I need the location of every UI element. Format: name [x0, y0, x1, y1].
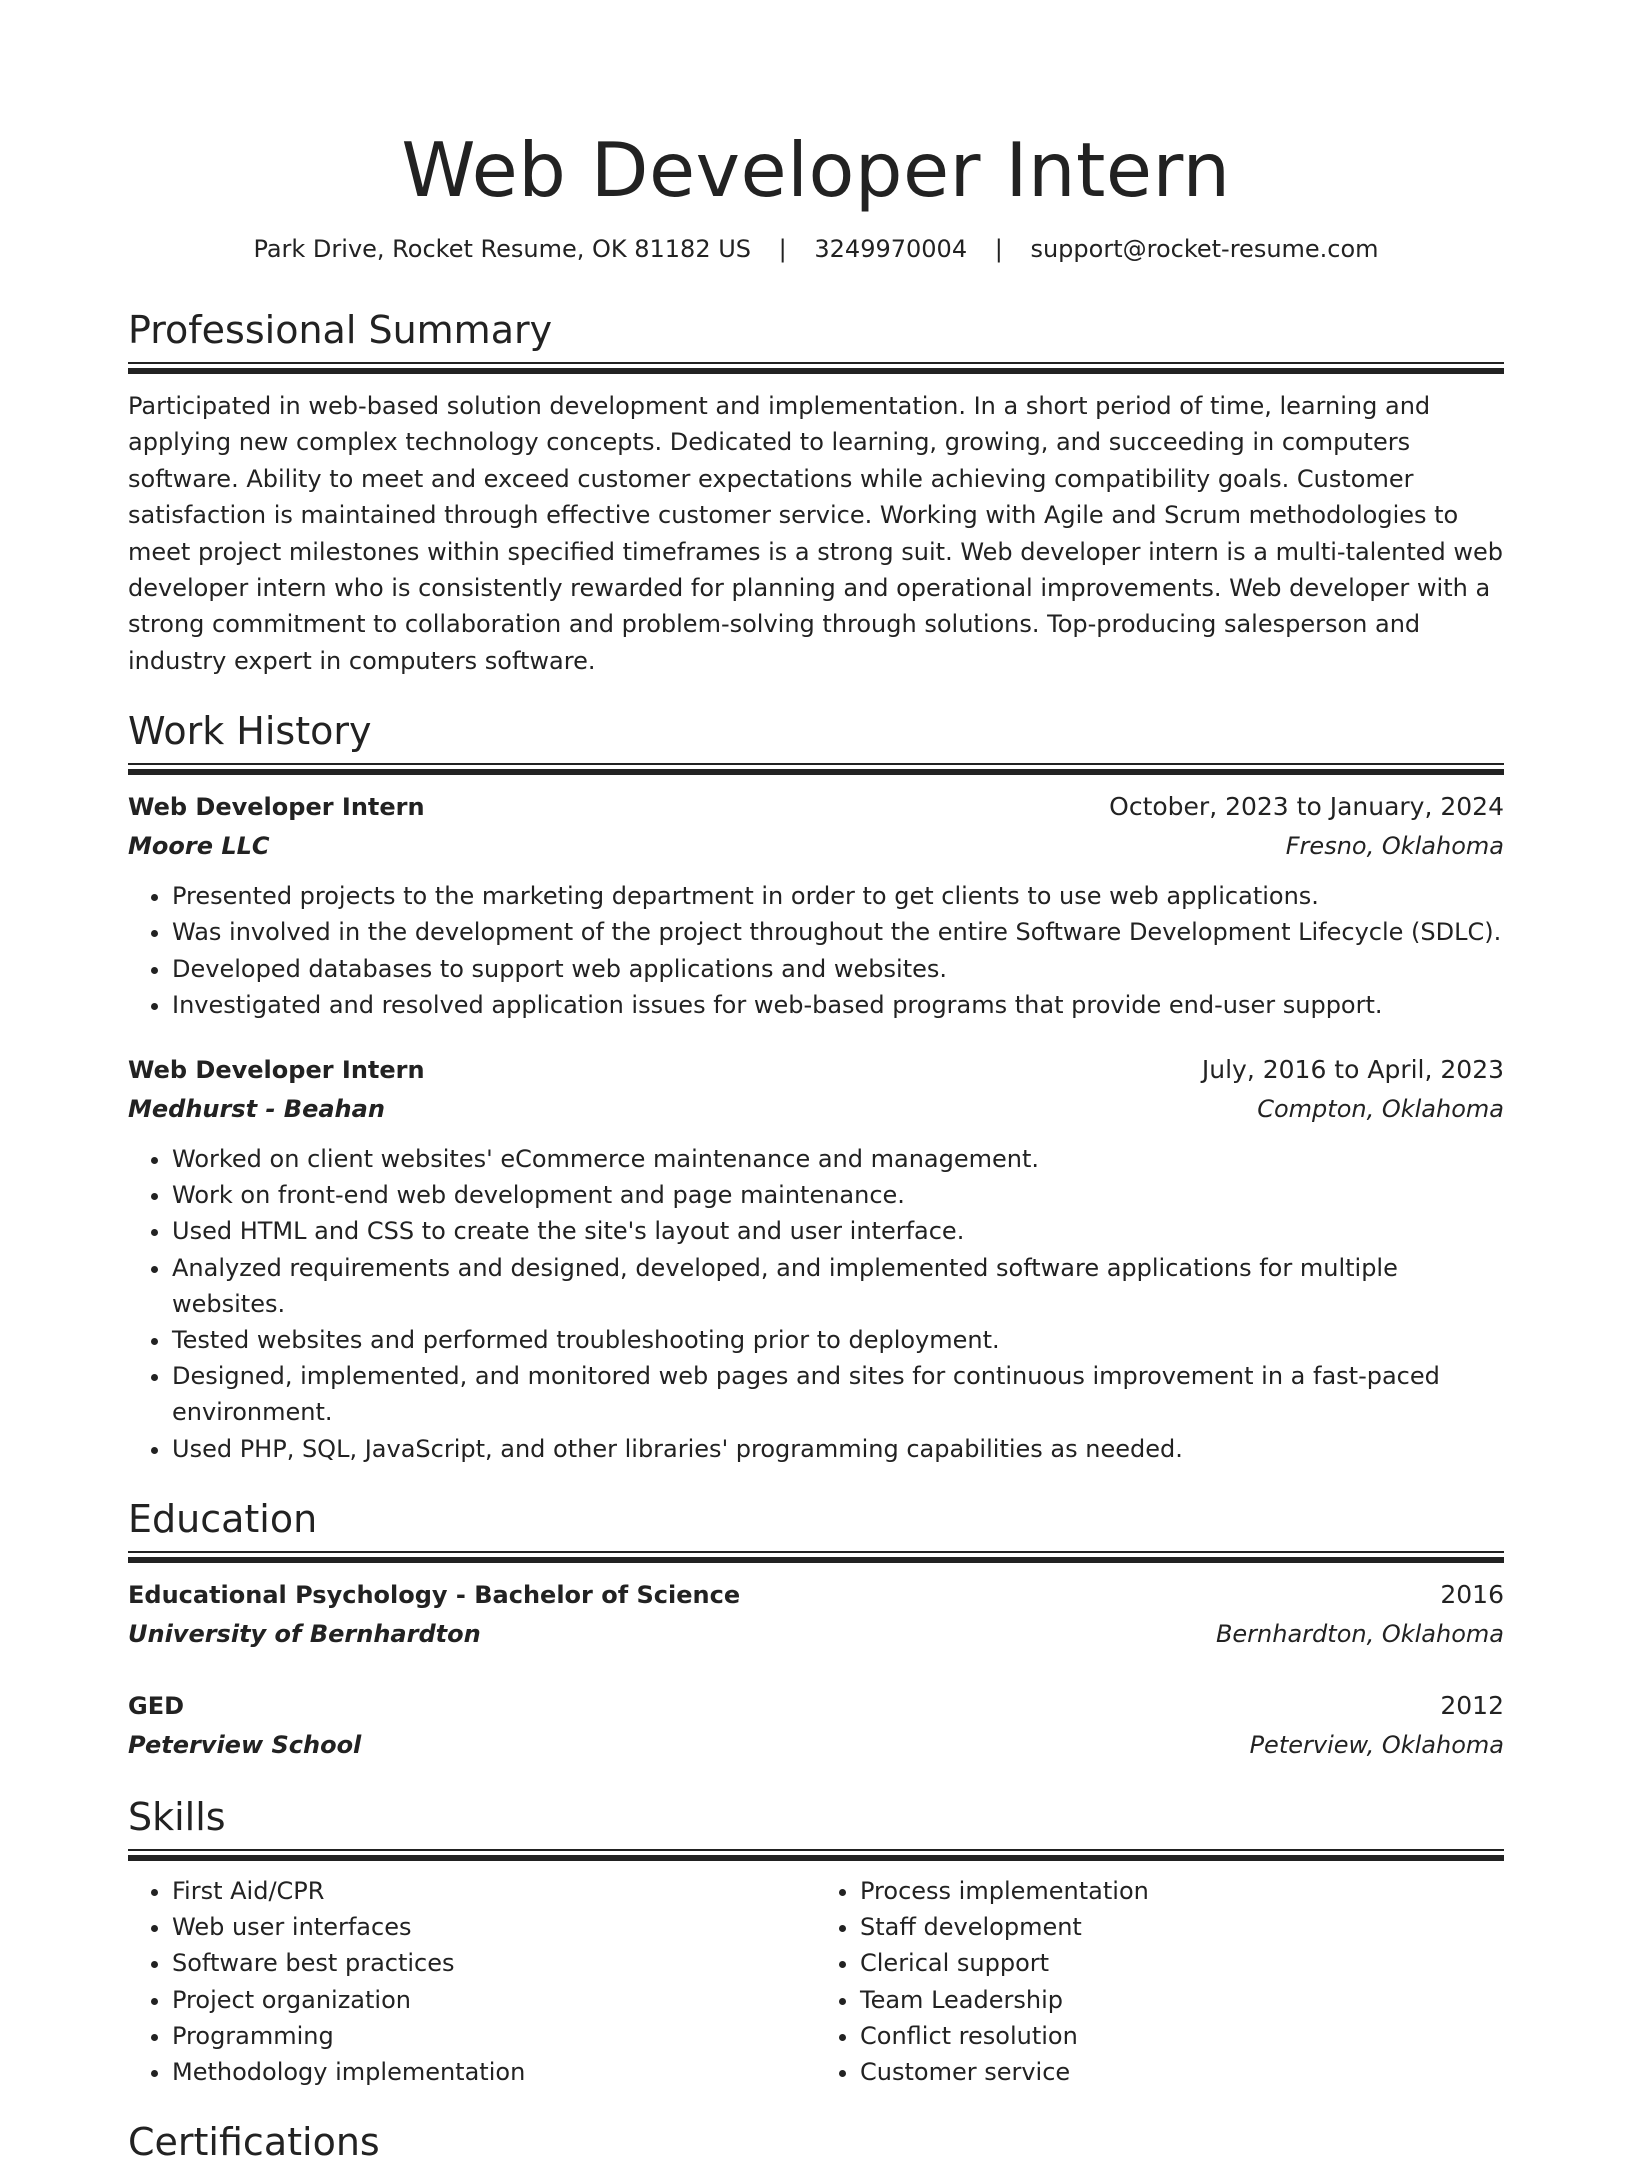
certifications-section: [128, 2118, 1504, 2166]
job-bullet: • Tested websites and performed troubleshooting prior to deployment.: [172, 1322, 1504, 1358]
job-location: Fresno, Oklahoma: [1285, 832, 1504, 861]
section-divider: [128, 362, 1504, 376]
contact-email: support@rocket-resume.com: [1030, 235, 1379, 263]
education-location: Bernhardton, Oklahoma: [1215, 1619, 1504, 1648]
education-header-row: [128, 1575, 1504, 1615]
skills-grid: [128, 1873, 1504, 2090]
skill-item: • Methodology implementation: [172, 2054, 816, 2090]
contact-line: [128, 233, 1504, 265]
job-company: Medhurst - Beahan: [128, 1095, 385, 1124]
education-school: Peterview School: [128, 1730, 362, 1759]
job-bullets: [128, 878, 1504, 1023]
job-bullet: • Used PHP, SQL, JavaScript, and other libraries' programming capabilities as needed.: [172, 1431, 1504, 1467]
job-bullet: • Used HTML and CSS to create the site's layout and user interface.: [172, 1213, 1504, 1249]
job-company-row: [128, 1090, 1504, 1129]
skills-column-right: [816, 1873, 1504, 2090]
education-year: 2012: [1440, 1690, 1504, 1720]
contact-separator: |: [994, 235, 1003, 263]
skill-item: • Staff development: [860, 1909, 1504, 1945]
work-history-section: [128, 707, 1504, 1467]
job-header-row: [128, 787, 1504, 827]
job-bullet: • Developed databases to support web applications and websites.: [172, 951, 1504, 987]
education-location: Peterview, Oklahoma: [1249, 1730, 1504, 1759]
summary-heading: Professional Summary: [128, 308, 553, 352]
education-school: University of Bernhardton: [128, 1619, 481, 1648]
summary-text: Participated in web-based solution development and implementation. In a short period of time, learning and applying new complex technology concepts. Dedicated to learning, growing, and succeeding in computers software. Ability to meet and exceed customer expectations while achieving compatibility goals. Customer satisfaction is maintained through effective customer service. Working with Agile and Scrum methodologies to meet project milestones within specified timeframes is a strong suit. Web developer intern is a multi-talented web developer intern who is consistently rewarded for planning and operational improvements. Web developer with a strong commitment to collaboration and problem-solving through solutions. Top-producing salesperson and industry expert in computers software.: [128, 392, 1503, 675]
section-divider: [128, 763, 1504, 777]
summary-section: [128, 306, 1504, 679]
job-dates: October, 2023 to January, 2024: [1109, 792, 1504, 822]
contact-phone: 3249970004: [814, 235, 968, 263]
job-bullet: • Work on front-end web development and page maintenance.: [172, 1177, 1504, 1213]
skill-item: • Conflict resolution: [860, 2018, 1504, 2054]
skill-item: • First Aid/CPR: [172, 1873, 816, 1909]
resume-title: Web Developer Intern: [401, 126, 1231, 214]
skill-item: • Process implementation: [860, 1873, 1504, 1909]
job-company: Moore LLC: [128, 832, 270, 861]
contact-separator: |: [778, 235, 787, 263]
contact-address: Park Drive, Rocket Resume, OK 81182 US: [253, 235, 752, 263]
education-entry: [128, 1575, 1504, 1654]
section-divider: [128, 1551, 1504, 1565]
job-entry: [128, 787, 1504, 1023]
education-header-row: [128, 1686, 1504, 1726]
job-bullet: • Was involved in the development of the project throughout the entire Software Development Lifecycle (SDLC).: [172, 914, 1504, 950]
job-bullet: • Analyzed requirements and designed, developed, and implemented software applications for multiple websites.: [172, 1250, 1504, 1322]
skills-heading: Skills: [128, 1794, 226, 1839]
section-divider: [128, 1849, 1504, 1863]
job-bullet: • Designed, implemented, and monitored web pages and sites for continuous improvement in a fast-paced environment.: [172, 1358, 1504, 1430]
job-bullet: • Worked on client websites' eCommerce maintenance and management.: [172, 1141, 1504, 1177]
education-year: 2016: [1440, 1579, 1504, 1609]
skill-item: • Customer service: [860, 2054, 1504, 2090]
education-entry: [128, 1686, 1504, 1765]
job-dates: July, 2016 to April, 2023: [1201, 1055, 1504, 1085]
job-header-row: [128, 1050, 1504, 1090]
certifications-heading: Certifications: [128, 2120, 380, 2165]
job-company-row: [128, 827, 1504, 866]
skill-item: • Team Leadership: [860, 1982, 1504, 2018]
job-bullets: [128, 1141, 1504, 1467]
education-section: [128, 1495, 1504, 1765]
education-degree: GED: [128, 1691, 185, 1720]
education-school-row: [128, 1726, 1504, 1765]
education-degree: Educational Psychology - Bachelor of Science: [128, 1580, 741, 1609]
job-bullet: • Presented projects to the marketing department in order to get clients to use web applications.: [172, 878, 1504, 914]
job-title: Web Developer Intern: [128, 793, 425, 822]
skill-item: • Programming: [172, 2018, 816, 2054]
job-title: Web Developer Intern: [128, 1056, 425, 1085]
education-school-row: [128, 1615, 1504, 1654]
skills-column-left: [128, 1873, 816, 2090]
skill-item: • Clerical support: [860, 1945, 1504, 1981]
skill-item: • Project organization: [172, 1982, 816, 2018]
skill-item: • Software best practices: [172, 1945, 816, 1981]
skills-section: [128, 1793, 1504, 2090]
job-bullet: • Investigated and resolved application issues for web-based programs that provide end-user support.: [172, 987, 1504, 1023]
job-location: Compton, Oklahoma: [1257, 1095, 1504, 1124]
skill-item: • Web user interfaces: [172, 1909, 816, 1945]
job-entry: [128, 1050, 1504, 1467]
education-heading: Education: [128, 1496, 318, 1541]
work-history-heading: Work History: [128, 709, 372, 754]
